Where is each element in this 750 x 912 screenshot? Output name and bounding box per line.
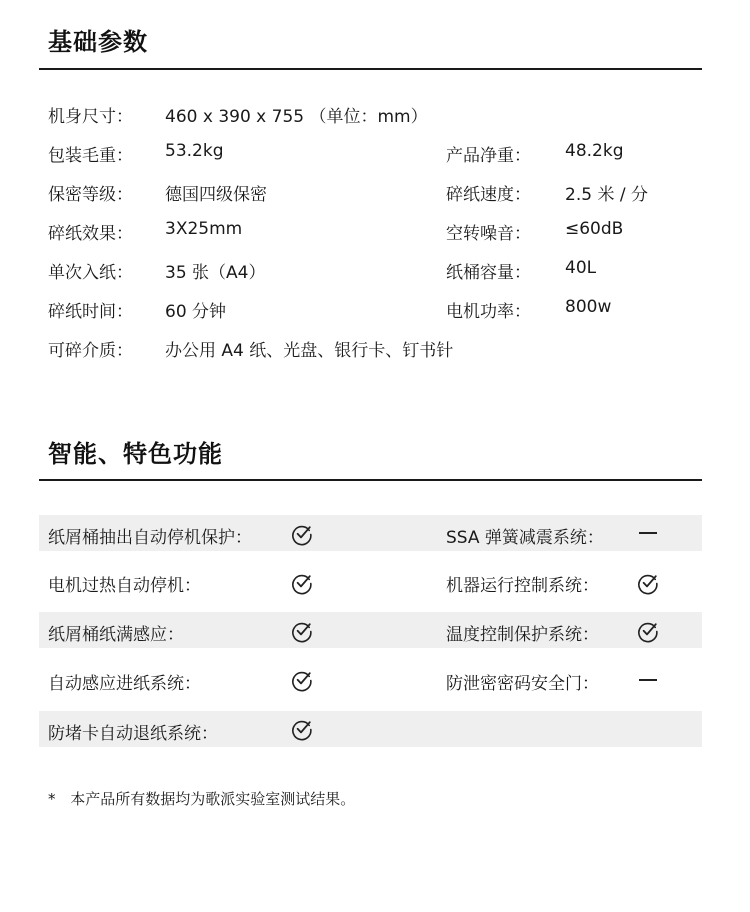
spec-label: 碎纸时间： <box>48 302 133 322</box>
basic-section-title: 基础参数 <box>48 28 148 56</box>
footnote-text: 本产品所有数据均为歌派实验室测试结果。 <box>70 790 356 808</box>
spec-label: 包装毛重： <box>48 146 133 166</box>
feature-label: 纸屑桶抽出自动停机保护： <box>48 528 252 548</box>
feature-label: 机器运行控制系统： <box>446 576 599 596</box>
spec-row-security-level <box>48 180 348 205</box>
feature-label: 纸屑桶纸满感应： <box>48 625 184 645</box>
spec-row-net-weight <box>446 141 696 166</box>
spec-row-run-time <box>48 297 348 322</box>
spec-row-shred-speed <box>446 180 696 205</box>
spec-value: 800w <box>565 297 612 317</box>
spec-row-media <box>48 336 648 361</box>
features-section-title: 智能、特色功能 <box>48 440 223 468</box>
feature-label: 防泄密密码安全门： <box>446 674 599 694</box>
check-icon <box>290 571 314 595</box>
not-available-dash <box>639 679 657 681</box>
spec-row-shred-effect <box>48 219 348 244</box>
spec-label: 空转噪音： <box>446 224 531 244</box>
spec-label: 纸桶容量： <box>446 263 531 283</box>
spec-value: 48.2kg <box>565 141 624 161</box>
check-icon <box>636 571 660 595</box>
check-icon <box>290 668 314 692</box>
check-icon <box>290 717 314 741</box>
footnote <box>48 788 355 809</box>
spec-label: 电机功率： <box>446 302 531 322</box>
spec-value: 德国四级保密 <box>165 185 267 205</box>
spec-value: 40L <box>565 258 597 278</box>
feature-label: 防堵卡自动退纸系统： <box>48 724 218 744</box>
features-section-divider <box>39 479 702 481</box>
spec-value: ≤60dB <box>565 219 624 239</box>
feature-label: SSA 弹簧减震系统： <box>446 528 604 548</box>
check-icon <box>636 619 660 643</box>
spec-value: 35 张（A4） <box>165 263 266 283</box>
spec-row-size <box>48 102 648 127</box>
spec-row-motor-power <box>446 297 696 322</box>
check-icon <box>290 619 314 643</box>
spec-value: 2.5 米 / 分 <box>565 185 648 205</box>
spec-row-bin-volume <box>446 258 696 283</box>
spec-label: 机身尺寸： <box>48 107 133 127</box>
spec-label: 碎纸效果： <box>48 224 133 244</box>
spec-value: 3X25mm <box>165 219 243 239</box>
spec-value: 办公用 A4 纸、光盘、银行卡、钉书针 <box>165 341 454 361</box>
spec-label: 可碎介质： <box>48 341 133 361</box>
spec-row-sheet-capacity <box>48 258 348 283</box>
spec-label: 产品净重： <box>446 146 531 166</box>
spec-label: 保密等级： <box>48 185 133 205</box>
spec-value: 53.2kg <box>165 141 224 161</box>
spec-label: 单次入纸： <box>48 263 133 283</box>
spec-value: 60 分钟 <box>165 302 227 322</box>
spec-row-gross-weight <box>48 141 348 166</box>
feature-label: 温度控制保护系统： <box>446 625 599 645</box>
check-icon <box>290 522 314 546</box>
feature-label: 自动感应进纸系统： <box>48 674 201 694</box>
spec-row-idle-noise <box>446 219 696 244</box>
not-available-dash <box>639 532 657 534</box>
basic-section-divider <box>39 68 702 70</box>
footnote-asterisk: * <box>48 790 56 808</box>
spec-label: 碎纸速度： <box>446 185 531 205</box>
feature-label: 电机过热自动停机： <box>48 576 201 596</box>
spec-value: 460 x 390 x 755 （单位：mm） <box>165 107 428 127</box>
